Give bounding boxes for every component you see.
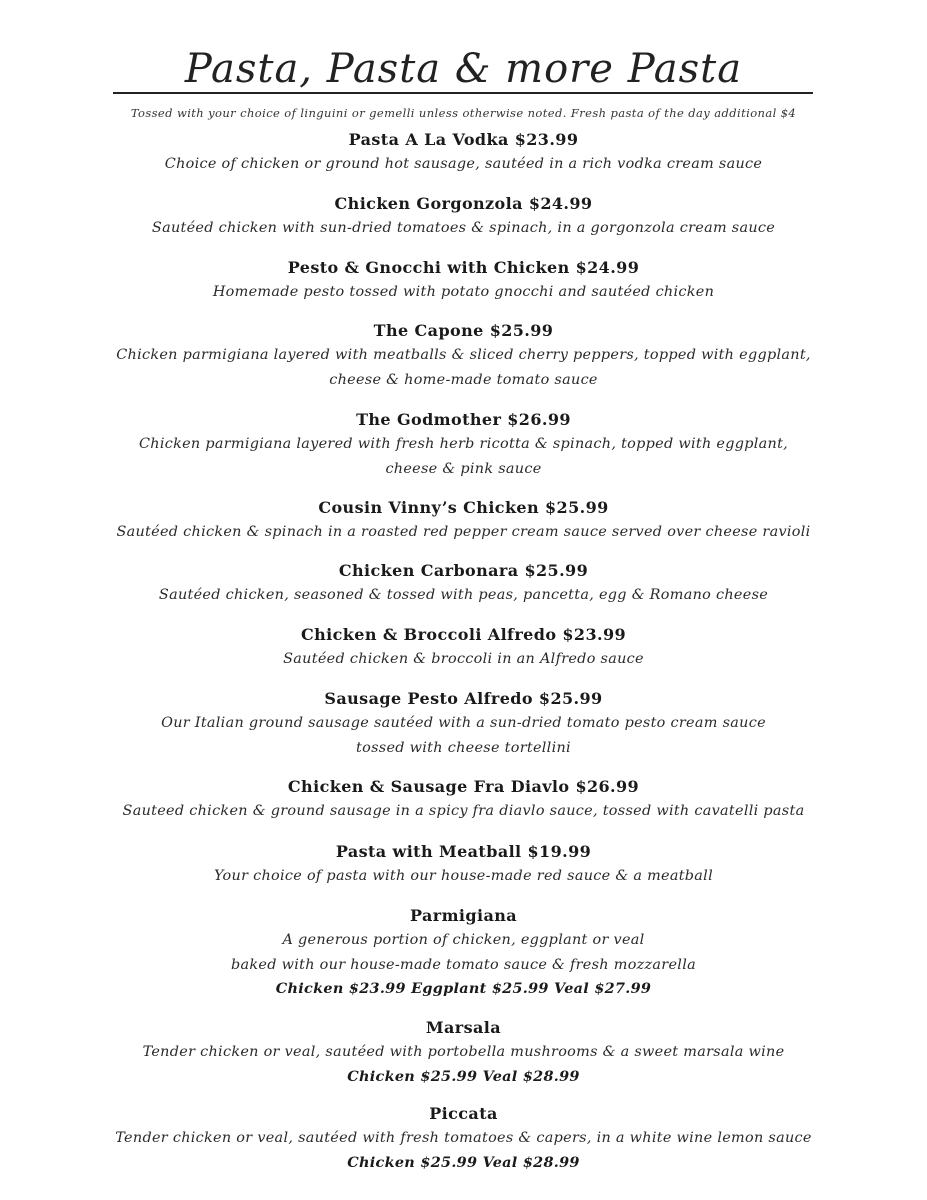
- item-description: Sautéed chicken & broccoli in an Alfredo sauce: [283, 651, 644, 667]
- item-description: Our Italian ground sausage sautéed with a sun-dried tomato pesto cream sauce: [161, 715, 766, 731]
- menu-item: [0, 256, 927, 305]
- menu-intro: Tossed with your choice of linguini or gemelli unless otherwise noted. Fresh pasta of the day additional $4: [130, 106, 797, 120]
- item-description: cheese & home-made tomato sauce: [329, 371, 598, 388]
- menu-item: [0, 128, 927, 177]
- item-description: cheese & pink sauce: [385, 460, 542, 477]
- item-name: Cousin Vinny’s Chicken $25.99: [318, 498, 609, 517]
- menu-item: [0, 687, 927, 760]
- item-name: Chicken Gorgonzola $24.99: [334, 194, 593, 213]
- item-description: Sauteed chicken & ground sausage in a spicy fra diavlo sauce, tossed with cavatelli pasta: [122, 803, 805, 819]
- item-name: Sausage Pesto Alfredo $25.99: [324, 689, 603, 708]
- menu-item: [0, 496, 927, 545]
- item-name: The Godmother $26.99: [356, 410, 571, 429]
- item-description: Tender chicken or veal, sautéed with fresh tomatoes & capers, in a white wine lemon sauce: [115, 1130, 812, 1146]
- item-prices: Chicken $25.99 Veal $28.99: [347, 1067, 580, 1085]
- item-description: A generous portion of chicken, eggplant or veal: [282, 932, 645, 948]
- item-description: Choice of chicken or ground hot sausage, sautéed in a rich vodka cream sauce: [164, 156, 763, 172]
- menu-item: [0, 192, 927, 241]
- item-description: Sautéed chicken, seasoned & tossed with peas, pancetta, egg & Romano cheese: [158, 587, 769, 603]
- item-name: Chicken & Sausage Fra Diavlo $26.99: [287, 777, 640, 796]
- menu-item: [0, 623, 927, 672]
- menu-item: [0, 775, 927, 824]
- menu-item: [0, 319, 927, 392]
- item-prices: Chicken $25.99 Veal $28.99: [347, 1153, 580, 1171]
- menu-item: [0, 840, 927, 889]
- item-description: tossed with cheese tortellini: [356, 739, 571, 756]
- item-name: Parmigiana: [409, 906, 518, 925]
- item-description: Tender chicken or veal, sautéed with portobella mushrooms & a sweet marsala wine: [142, 1044, 785, 1060]
- item-description: Homemade pesto tossed with potato gnocchi and sautéed chicken: [212, 284, 715, 300]
- item-description: Sautéed chicken & spinach in a roasted red pepper cream sauce served over cheese ravioli: [116, 524, 811, 540]
- item-description: baked with our house-made tomato sauce & fresh mozzarella: [231, 956, 696, 973]
- menu-item: [0, 559, 927, 608]
- menu-item: [0, 1016, 927, 1089]
- item-name: The Capone $25.99: [373, 321, 554, 340]
- item-name: Marsala: [425, 1018, 502, 1037]
- item-description: Sautéed chicken with sun-dried tomatoes & spinach, in a gorgonzola cream sauce: [151, 220, 776, 236]
- item-name: Chicken Carbonara $25.99: [338, 561, 589, 580]
- item-name: Pesto & Gnocchi with Chicken $24.99: [287, 258, 640, 277]
- item-description: Chicken parmigiana layered with meatballs & sliced cherry peppers, topped with eggplant,: [116, 347, 811, 363]
- menu-item: [0, 1102, 927, 1175]
- menu-title: Pasta, Pasta & more Pasta: [184, 46, 743, 92]
- item-name: Chicken & Broccoli Alfredo $23.99: [300, 625, 627, 644]
- item-prices: Chicken $23.99 Eggplant $25.99 Veal $27.99: [275, 980, 652, 997]
- item-description: Your choice of pasta with our house-made red sauce & a meatball: [213, 868, 713, 884]
- item-name: Pasta A La Vodka $23.99: [348, 130, 579, 149]
- item-description: Chicken parmigiana layered with fresh herb ricotta & spinach, topped with eggplant,: [138, 436, 789, 452]
- title-divider: [113, 92, 813, 94]
- item-name: Pasta with Meatball $19.99: [335, 842, 592, 861]
- menu-item: [0, 904, 927, 1001]
- menu-item: [0, 408, 927, 481]
- item-name: Piccata: [429, 1104, 498, 1123]
